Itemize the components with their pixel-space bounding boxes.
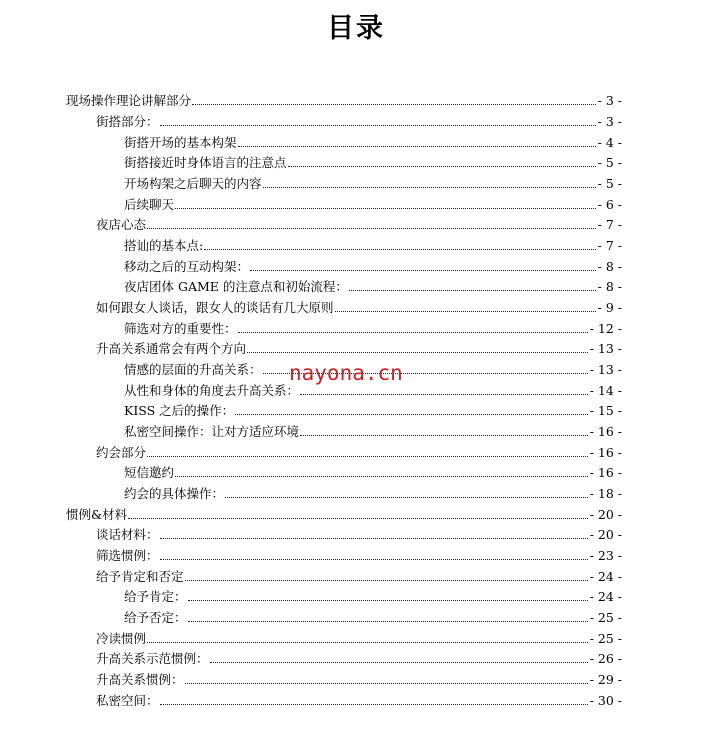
dot-leader: [128, 518, 588, 519]
toc-entry[interactable]: [124, 584, 622, 604]
toc-entry-label: 街搭部分：: [96, 114, 159, 129]
toc-entry-label: 短信邀约: [124, 465, 175, 480]
toc-entry-label: 谈话材料：: [96, 527, 159, 542]
toc-entry-label: KISS 之后的操作：: [124, 403, 235, 418]
toc-entry[interactable]: [66, 88, 622, 108]
toc-entry[interactable]: [124, 274, 622, 294]
dot-leader: [188, 600, 588, 601]
toc-entry[interactable]: [124, 460, 622, 480]
dot-leader: [147, 228, 596, 229]
toc-entry[interactable]: [124, 150, 622, 170]
toc-entry[interactable]: [124, 605, 622, 625]
toc-entry-label: 开场构架之后聊天的内容: [124, 176, 262, 191]
toc-entry[interactable]: [66, 502, 622, 522]
toc-entry-page: - 15 -: [589, 403, 622, 418]
toc-entry-label: 约会部分: [96, 445, 147, 460]
toc-entry-page: - 20 -: [589, 507, 622, 522]
toc-entry-label: 夜店心态: [96, 217, 147, 232]
dot-leader: [225, 497, 588, 498]
toc-entry[interactable]: [96, 626, 622, 646]
toc-entry-page: - 24 -: [589, 589, 622, 604]
toc-entry[interactable]: [124, 419, 622, 439]
toc-entry-label: 现场操作理论讲解部分: [66, 93, 192, 108]
toc-entry-label: 给予肯定和否定: [96, 569, 184, 584]
toc-entry-label: 升高关系惯例：: [96, 672, 184, 687]
watermark-text: nayona.cn: [289, 361, 403, 385]
toc-entry[interactable]: [96, 564, 622, 584]
toc-entry-page: - 13 -: [589, 362, 622, 377]
dot-leader: [160, 538, 588, 539]
toc-entry-page: - 20 -: [589, 527, 622, 542]
toc-entry[interactable]: [96, 646, 622, 666]
dot-leader: [147, 642, 588, 643]
dot-leader: [263, 187, 596, 188]
toc-entry-page: - 14 -: [589, 383, 622, 398]
toc-entry[interactable]: [124, 171, 622, 191]
toc-entry-page: - 24 -: [589, 569, 622, 584]
toc-entry-label: 筛选惯例：: [96, 548, 159, 563]
toc-entry-page: - 3 -: [597, 93, 622, 108]
toc-entry[interactable]: [96, 522, 622, 542]
toc-entry[interactable]: [124, 316, 622, 336]
toc-entry-page: - 16 -: [589, 445, 622, 460]
toc-entry[interactable]: [124, 130, 622, 150]
toc-entry-label: 如何跟女人谈话，跟女人的谈话有几大原则: [96, 300, 334, 315]
dot-leader: [300, 394, 588, 395]
toc-entry-page: - 12 -: [589, 321, 622, 336]
dot-leader: [288, 166, 596, 167]
dot-leader: [210, 662, 588, 663]
dot-leader: [188, 621, 588, 622]
toc-entry-page: - 3 -: [597, 114, 622, 129]
dot-leader: [185, 580, 588, 581]
toc-entry-label: 惯例&材料: [66, 507, 128, 522]
toc-entry-label: 私密空间操作：让对方适应环境: [124, 424, 300, 439]
dot-leader: [160, 704, 588, 705]
toc-entry-page: - 18 -: [589, 486, 622, 501]
dot-leader: [349, 290, 596, 291]
toc-entry-label: 私密空间：: [96, 693, 159, 708]
toc-entry[interactable]: [124, 192, 622, 212]
dot-leader: [238, 146, 596, 147]
dot-leader: [175, 208, 596, 209]
dot-leader: [247, 352, 588, 353]
dot-leader: [160, 559, 588, 560]
toc-entry-label: 从性和身体的角度去升高关系：: [124, 383, 300, 398]
toc-entry-label: 冷读惯例: [96, 631, 147, 646]
toc-entry[interactable]: [124, 481, 622, 501]
toc-title: 目录: [327, 13, 385, 44]
toc-entry[interactable]: [96, 295, 622, 315]
dot-leader: [147, 456, 588, 457]
dot-leader: [185, 683, 588, 684]
toc-entry-label: 给予肯定：: [124, 589, 187, 604]
toc-entry-page: - 29 -: [589, 672, 622, 687]
toc-entry[interactable]: [96, 688, 622, 708]
toc-entry-label: 搭讪的基本点:: [124, 238, 204, 253]
dot-leader: [238, 332, 588, 333]
toc-entry-page: - 5 -: [597, 176, 622, 191]
toc-entry-page: - 13 -: [589, 341, 622, 356]
toc-entry-page: - 5 -: [597, 155, 622, 170]
dot-leader: [250, 270, 596, 271]
toc-entry-page: - 16 -: [589, 424, 622, 439]
toc-entry-label: 情感的层面的升高关系：: [124, 362, 262, 377]
toc-entry-page: - 7 -: [597, 217, 622, 232]
toc-entry-page: - 25 -: [589, 610, 622, 625]
dot-leader: [204, 249, 595, 250]
toc-entry[interactable]: [96, 667, 622, 687]
toc-entry[interactable]: [96, 212, 622, 232]
toc-entry-label: 街搭接近时身体语言的注意点: [124, 155, 287, 170]
dot-leader: [175, 476, 588, 477]
toc-entry[interactable]: [96, 543, 622, 563]
dot-leader: [335, 311, 596, 312]
toc-entry[interactable]: [124, 254, 622, 274]
toc-entry-page: - 8 -: [597, 279, 622, 294]
toc-entry[interactable]: [96, 109, 622, 129]
toc-entry-label: 夜店团体 GAME 的注意点和初始流程：: [124, 279, 348, 294]
toc-entry-page: - 9 -: [597, 300, 622, 315]
dot-leader: [160, 125, 596, 126]
toc-entry[interactable]: [96, 440, 622, 460]
toc-entry-page: - 25 -: [589, 631, 622, 646]
toc-entry-page: - 26 -: [589, 651, 622, 666]
toc-entry-page: - 23 -: [589, 548, 622, 563]
toc-entry-label: 升高关系示范惯例：: [96, 651, 209, 666]
toc-entry-page: - 30 -: [589, 693, 622, 708]
toc-entry-label: 约会的具体操作：: [124, 486, 225, 501]
toc-entry-label: 筛选对方的重要性：: [124, 321, 237, 336]
toc-entry-label: 升高关系通常会有两个方向: [96, 341, 247, 356]
toc-entry-label: 给予否定：: [124, 610, 187, 625]
toc-entry-page: - 4 -: [597, 135, 622, 150]
dot-leader: [235, 414, 588, 415]
toc-entry[interactable]: [96, 336, 622, 356]
dot-leader: [192, 104, 596, 105]
toc-entry-page: - 7 -: [597, 238, 622, 253]
toc-entry[interactable]: [124, 233, 622, 253]
toc-entry-page: - 6 -: [597, 197, 622, 212]
toc-entry-label: 街搭开场的基本构架: [124, 135, 237, 150]
toc-entry[interactable]: [124, 398, 622, 418]
toc-entry-label: 移动之后的互动构架：: [124, 259, 250, 274]
toc-entry-label: 后续聊天: [124, 197, 175, 212]
toc-entry-page: - 8 -: [597, 259, 622, 274]
dot-leader: [300, 435, 588, 436]
toc-entry-page: - 16 -: [589, 465, 622, 480]
